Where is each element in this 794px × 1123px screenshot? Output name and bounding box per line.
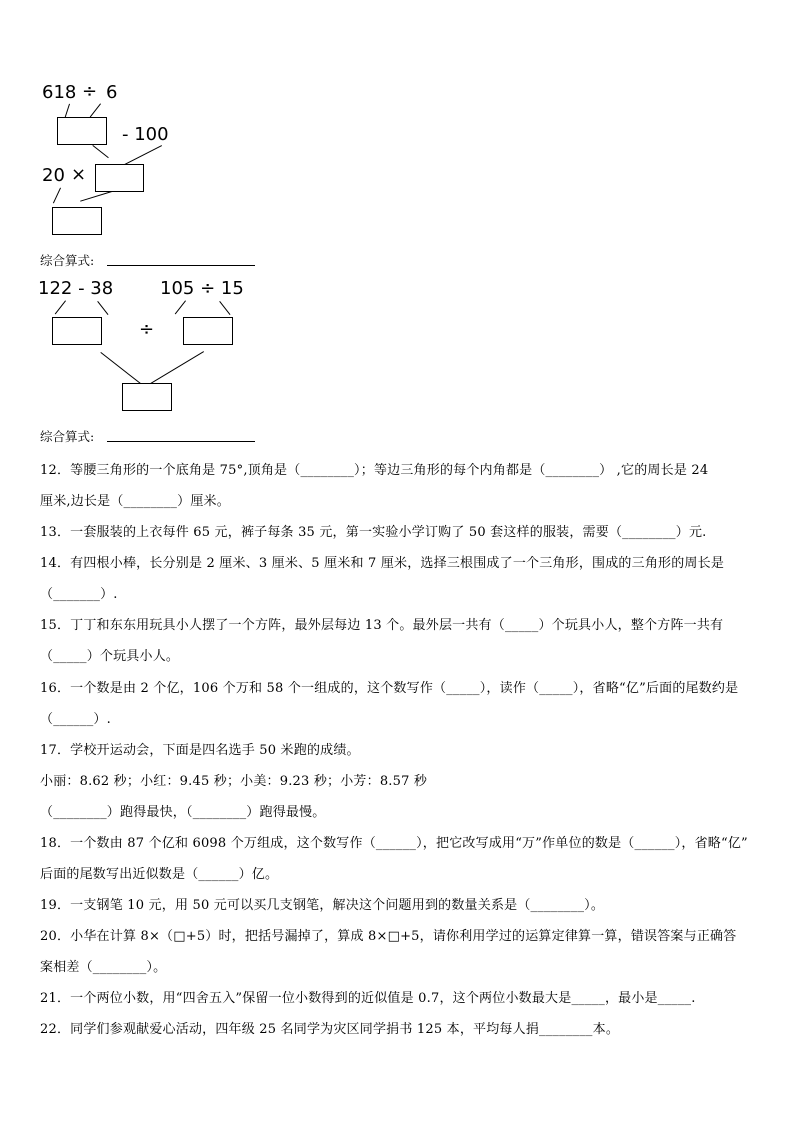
- question-17: [40, 739, 768, 820]
- diagram1-minus-100: - 100: [122, 124, 169, 145]
- diagram2-connector: [148, 351, 204, 385]
- formula-answer-line-2[interactable]: [107, 441, 255, 442]
- question-22-line-1: 22．同学们参观献爱心活动，四年级 25 名同学为灾区同学捐书 125 本，平均每人捐________本。: [40, 1022, 620, 1037]
- diagram1-answer-box-2[interactable]: [95, 164, 144, 192]
- diagram2-connector: [100, 352, 142, 385]
- question-17-line-2: 小丽：8.62 秒；小红：9.45 秒；小美：9.23 秒；小芳：8.57 秒: [40, 774, 428, 789]
- question-13-line-1: 13．一套服装的上衣每件 65 元，裤子每条 35 元，第一实验小学订购了 50 套这样的服装，需要（________）元.: [40, 525, 707, 540]
- question-19: [40, 894, 768, 913]
- question-15-line-1: 15．丁丁和东东用玩具小人摆了一个方阵，最外层每边 13 个。最外层一共有（_____）个玩具小人，整个方阵一共有: [40, 618, 724, 633]
- question-18-line-1: 18．一个数由 87 个亿和 6098 个万组成，这个数写作（______），把它改写成用“万”作单位的数是（______），省略“亿”: [40, 836, 748, 851]
- diagram2-connector: [175, 300, 186, 314]
- diagram2-left-expression: 122 - 38: [38, 278, 114, 299]
- question-12-line-2: 厘米,边长是（________）厘米。: [40, 494, 230, 509]
- diagram1-number-6: 6: [106, 82, 118, 103]
- question-16-line-2: （______）.: [40, 712, 111, 727]
- question-20: [40, 925, 768, 975]
- diagram2-answer-box-1[interactable]: [52, 317, 102, 345]
- formula-label-1: 综合算式:: [40, 253, 95, 268]
- question-19-line-1: 19．一支钢笔 10 元，用 50 元可以买几支钢笔，解决这个问题用到的数量关系是（________）。: [40, 898, 605, 913]
- question-22: [40, 1018, 768, 1037]
- question-21-line-1: 21．一个两位小数，用“四舍五入”保留一位小数得到的近似值是 0.7，这个两位小数最大是_____，最小是_____.: [40, 991, 696, 1006]
- diagram2-answer-box-2[interactable]: [183, 317, 233, 345]
- question-16-line-1: 16．一个数是由 2 个亿，106 个万和 58 个一组成的，这个数写作（_____），读作（_____），省略“亿”后面的尾数约是: [40, 681, 739, 696]
- diagram1-answer-box-1[interactable]: [57, 117, 107, 145]
- question-14-line-1: 14．有四根小棒，长分别是 2 厘米、3 厘米、5 厘米和 7 厘米，选择三根围成了一个三角形，围成的三角形的周长是: [40, 556, 725, 571]
- question-20-line-1: 20．小华在计算 8×（□+5）时，把括号漏掉了，算成 8×□+5，请你利用学过的运算定律算一算，错误答案与正确答: [40, 929, 737, 944]
- diagram2-connector: [219, 301, 230, 315]
- diagram1-connector: [80, 191, 112, 202]
- question-14-line-2: （_______）.: [40, 587, 118, 602]
- question-18: [40, 832, 768, 882]
- diagram1-answer-box-3[interactable]: [52, 207, 102, 235]
- question-14: [40, 552, 768, 602]
- question-20-line-2: 案相差（________）。: [40, 960, 167, 975]
- formula-answer-line-1[interactable]: [107, 265, 255, 266]
- question-17-line-1: 17．学校开运动会，下面是四名选手 50 米跑的成绩。: [40, 743, 360, 758]
- diagram1-number-618: 618: [42, 82, 77, 103]
- diagram2-answer-box-3[interactable]: [122, 383, 172, 411]
- question-21: [40, 987, 768, 1006]
- question-13: [40, 521, 768, 540]
- diagram1-divide-sign: ÷: [82, 81, 98, 102]
- diagram1-number-20: 20: [42, 165, 65, 186]
- question-18-line-2: 后面的尾数写出近似数是（______）亿。: [40, 867, 279, 882]
- diagram1-multiply-sign: ×: [71, 164, 87, 185]
- formula-label-2: 综合算式:: [40, 429, 95, 444]
- diagram1-connector: [92, 145, 108, 158]
- diagram1-connector: [53, 188, 61, 204]
- diagram1-connector: [90, 103, 101, 117]
- diagram2-connector: [97, 301, 108, 315]
- question-16: [40, 677, 768, 727]
- question-12: [40, 459, 768, 509]
- question-15-line-2: （_____）个玩具小人。: [40, 649, 180, 664]
- question-17-line-3: （________）跑得最快，（________）跑得最慢。: [40, 805, 326, 820]
- diagram2-connector: [55, 300, 66, 314]
- diagram2-divide-sign: ÷: [139, 319, 155, 340]
- question-12-line-1: 12．等腰三角形的一个底角是 75°,顶角是（________）；等边三角形的每个内角都是（________） ,它的周长是 24: [40, 463, 709, 478]
- diagram2-right-expression: 105 ÷ 15: [160, 278, 244, 299]
- question-15: [40, 614, 768, 664]
